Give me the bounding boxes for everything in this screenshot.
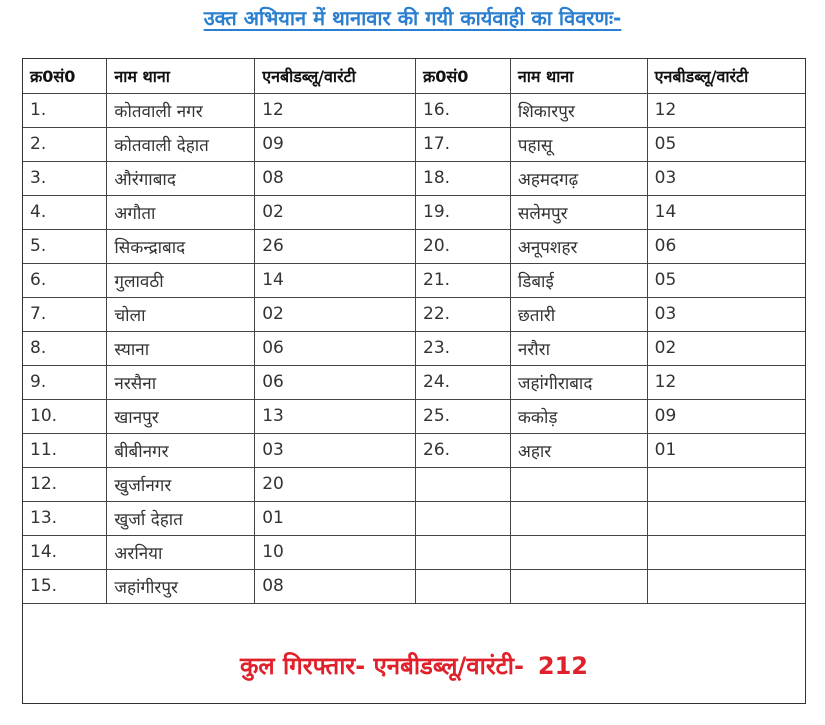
- warrant-count-cell: 02: [255, 297, 416, 331]
- serial-cell: [416, 569, 511, 603]
- warrant-count-cell: 14: [647, 195, 805, 229]
- police-station-table: [23, 59, 805, 604]
- warrant-count-cell: 06: [647, 229, 805, 263]
- report-frame: [22, 58, 806, 704]
- warrant-count-cell: 12: [647, 93, 805, 127]
- warrant-count-cell: 06: [255, 365, 416, 399]
- warrant-count-cell: 01: [647, 433, 805, 467]
- warrant-count-cell: 12: [255, 93, 416, 127]
- station-name-cell: कोतवाली देहात: [107, 127, 255, 161]
- total-value: 212: [537, 652, 589, 680]
- serial-cell: 7.: [23, 297, 107, 331]
- total-arrested-summary: [23, 649, 805, 682]
- serial-cell: 17.: [416, 127, 511, 161]
- station-name-cell: अनूपशहर: [510, 229, 647, 263]
- station-name-cell: सलेमपुर: [510, 195, 647, 229]
- warrant-count-cell: 12: [647, 365, 805, 399]
- serial-cell: 10.: [23, 399, 107, 433]
- warrant-count-cell: 14: [255, 263, 416, 297]
- serial-cell: 24.: [416, 365, 511, 399]
- station-name-cell: बीबीनगर: [107, 433, 255, 467]
- warrant-count-cell: 10: [255, 535, 416, 569]
- station-name-cell: स्याना: [107, 331, 255, 365]
- serial-cell: 19.: [416, 195, 511, 229]
- serial-cell: 20.: [416, 229, 511, 263]
- table-row: [23, 569, 805, 603]
- header-serial-left: क्र0सं0: [23, 59, 107, 93]
- station-name-cell: कोतवाली नगर: [107, 93, 255, 127]
- station-name-cell: औरंगाबाद: [107, 161, 255, 195]
- station-name-cell: जहांगीरपुर: [107, 569, 255, 603]
- station-name-cell: ककोड़: [510, 399, 647, 433]
- table-header-row: [23, 59, 805, 93]
- serial-cell: 13.: [23, 501, 107, 535]
- station-name-cell: [510, 501, 647, 535]
- table-row: [23, 229, 805, 263]
- table-row: [23, 433, 805, 467]
- serial-cell: 26.: [416, 433, 511, 467]
- station-name-cell: नरसैना: [107, 365, 255, 399]
- warrant-count-cell: 02: [255, 195, 416, 229]
- station-name-cell: पहासू: [510, 127, 647, 161]
- warrant-count-cell: [647, 569, 805, 603]
- serial-cell: [416, 467, 511, 501]
- table-row: [23, 535, 805, 569]
- serial-cell: 18.: [416, 161, 511, 195]
- table-row: [23, 161, 805, 195]
- total-label: कुल गिरफ्तार- एनबीडब्लू/वारंटी-: [239, 652, 524, 680]
- serial-cell: 9.: [23, 365, 107, 399]
- warrant-count-cell: [647, 501, 805, 535]
- warrant-count-cell: 06: [255, 331, 416, 365]
- table-row: [23, 467, 805, 501]
- station-name-cell: खुर्जानगर: [107, 467, 255, 501]
- station-name-cell: [510, 569, 647, 603]
- station-name-cell: अहार: [510, 433, 647, 467]
- serial-cell: 5.: [23, 229, 107, 263]
- table-row: [23, 127, 805, 161]
- station-name-cell: सिकन्द्राबाद: [107, 229, 255, 263]
- warrant-count-cell: 02: [647, 331, 805, 365]
- serial-cell: 1.: [23, 93, 107, 127]
- station-name-cell: छतारी: [510, 297, 647, 331]
- page-title: उक्त अभियान में थानावार की गयी कार्यवाही का विवरणः-: [203, 6, 622, 30]
- warrant-count-cell: 03: [255, 433, 416, 467]
- warrant-count-cell: 03: [647, 161, 805, 195]
- warrant-count-cell: [647, 535, 805, 569]
- station-name-cell: शिकारपुर: [510, 93, 647, 127]
- table-row: [23, 365, 805, 399]
- warrant-count-cell: 08: [255, 161, 416, 195]
- serial-cell: 23.: [416, 331, 511, 365]
- header-serial-right: क्र0सं0: [416, 59, 511, 93]
- serial-cell: 15.: [23, 569, 107, 603]
- serial-cell: 4.: [23, 195, 107, 229]
- serial-cell: 8.: [23, 331, 107, 365]
- station-name-cell: चोला: [107, 297, 255, 331]
- warrant-count-cell: 20: [255, 467, 416, 501]
- table-row: [23, 399, 805, 433]
- warrant-count-cell: [647, 467, 805, 501]
- station-name-cell: अरनिया: [107, 535, 255, 569]
- station-name-cell: अगौता: [107, 195, 255, 229]
- warrant-count-cell: 08: [255, 569, 416, 603]
- serial-cell: 21.: [416, 263, 511, 297]
- warrant-count-cell: 09: [255, 127, 416, 161]
- serial-cell: 22.: [416, 297, 511, 331]
- table-row: [23, 297, 805, 331]
- header-station-name-left: नाम थाना: [107, 59, 255, 93]
- warrant-count-cell: 05: [647, 263, 805, 297]
- serial-cell: 16.: [416, 93, 511, 127]
- warrant-count-cell: 01: [255, 501, 416, 535]
- station-name-cell: जहांगीराबाद: [510, 365, 647, 399]
- table-row: [23, 501, 805, 535]
- station-name-cell: डिबाई: [510, 263, 647, 297]
- station-name-cell: [510, 467, 647, 501]
- warrant-count-cell: 13: [255, 399, 416, 433]
- station-name-cell: अहमदगढ़: [510, 161, 647, 195]
- serial-cell: 11.: [23, 433, 107, 467]
- serial-cell: [416, 501, 511, 535]
- station-name-cell: [510, 535, 647, 569]
- warrant-count-cell: 05: [647, 127, 805, 161]
- header-warrant-count-right: एनबीडब्लू/वारंटी: [647, 59, 805, 93]
- header-station-name-right: नाम थाना: [510, 59, 647, 93]
- serial-cell: 25.: [416, 399, 511, 433]
- warrant-count-cell: 03: [647, 297, 805, 331]
- table-row: [23, 263, 805, 297]
- table-row: [23, 195, 805, 229]
- header-warrant-count-left: एनबीडब्लू/वारंटी: [255, 59, 416, 93]
- table-body: [23, 93, 805, 603]
- table-row: [23, 331, 805, 365]
- station-name-cell: नरौरा: [510, 331, 647, 365]
- table-row: [23, 93, 805, 127]
- warrant-count-cell: 26: [255, 229, 416, 263]
- station-name-cell: गुलावठी: [107, 263, 255, 297]
- serial-cell: 3.: [23, 161, 107, 195]
- warrant-count-cell: 09: [647, 399, 805, 433]
- serial-cell: 6.: [23, 263, 107, 297]
- serial-cell: 12.: [23, 467, 107, 501]
- serial-cell: 14.: [23, 535, 107, 569]
- serial-cell: [416, 535, 511, 569]
- serial-cell: 2.: [23, 127, 107, 161]
- station-name-cell: खुर्जा देहात: [107, 501, 255, 535]
- station-name-cell: खानपुर: [107, 399, 255, 433]
